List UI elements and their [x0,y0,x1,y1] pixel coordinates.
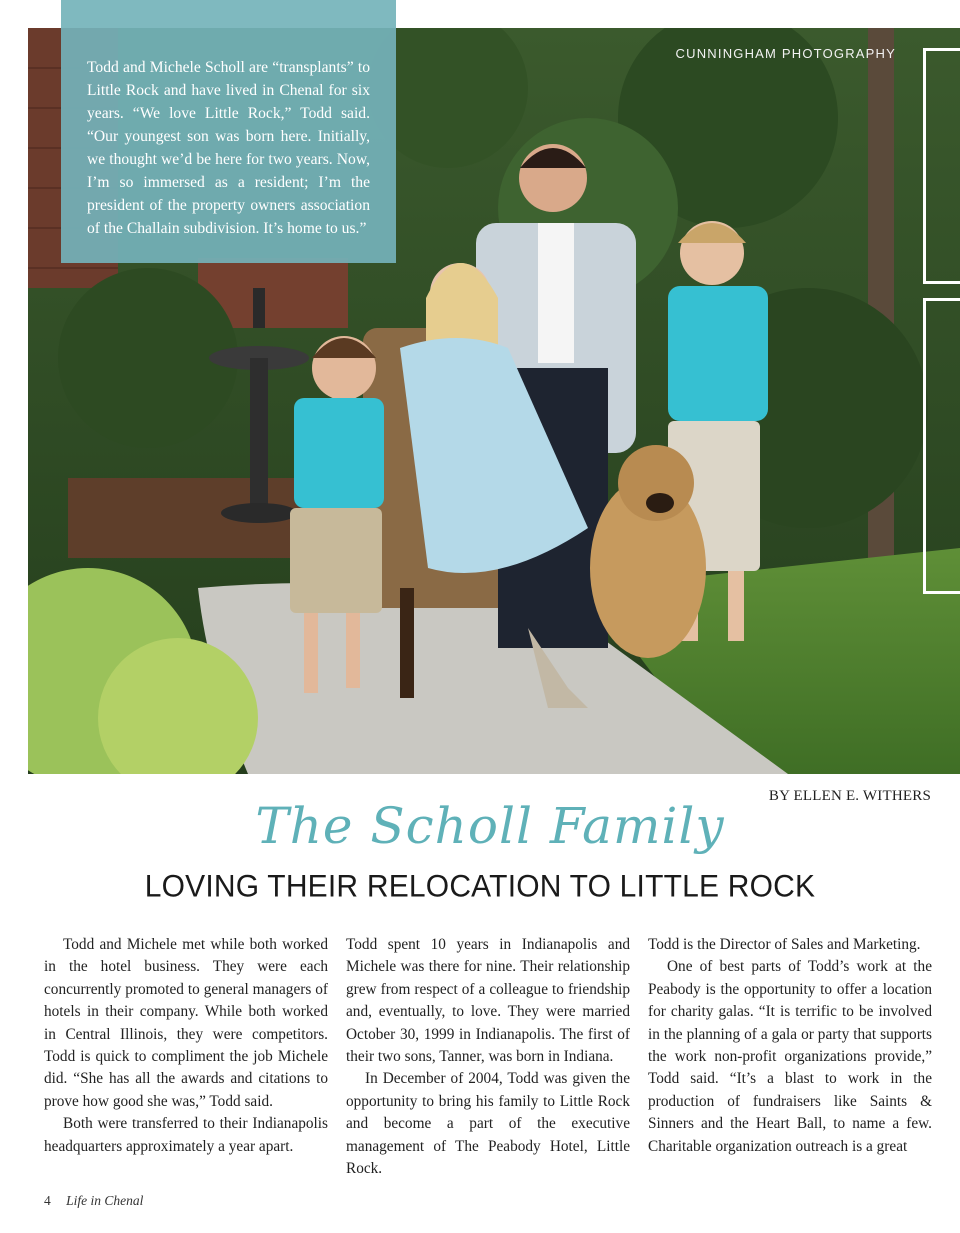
article-subtitle: LOVING THEIR RELOCATION TO LITTLE ROCK [144,869,816,904]
byline: BY ELLEN E. WITHERS [768,788,931,804]
column-3-paragraph-2: One of best parts of Todd’s work at the Peabody is the opportunity to offer a location for charity galas. “It is terrific to be involved in the planning of a gala or party that supports the work non-profit organizations provide,” Todd said. “It’s a blast to work in the production of fundraisers like Saints & Sinners and the Heart Ball, to name a few. Charitable organization outreach is a great [648,958,932,1155]
pull-quote-text: Todd and Michele Scholl are “transplants” to Little Rock and have lived in Chenal for six years. “We love Little Rock,” Todd said. “Our youngest son was born here. Initially, we thought we’d be here for two years. Now, I’m so immersed as a resident; I’m the president of the property owners association of the Challain subdivision. It’s home to us.” [87,59,370,237]
column-1-paragraph-1: Todd and Michele met while both worked in the hotel business. They were each concurrently promoted to general managers of hotels in their company. While both worked in Central Illinois, they were competitors. Todd is quick to compliment the job Michele did. “She has all the awards and citations to prove how good she was,” Todd said. [44,936,328,1110]
inset-photo-frame-lower [923,298,960,594]
article-column-2 [346,934,630,1180]
column-1-paragraph-2: Both were transferred to their Indianapolis headquarters approximately a year apart. [44,1115,328,1155]
page-number: 4 [44,1193,51,1208]
top-accent-tab [61,0,396,28]
article-title: The Scholl Family [255,797,725,855]
magazine-name: Life in Chenal [66,1193,144,1208]
photo-credit: CUNNINGHAM PHOTOGRAPHY [675,46,896,61]
column-2-paragraph-1: Todd spent 10 years in Indianapolis and Michele was there for nine. Their relationship grew from respect of a colleague to friendship and, eventually, to love. They were married October 30, 1999 in Indianapolis. The first of their two sons, Tanner, was born in Indiana. [346,936,630,1066]
inset-photo-frame-upper [923,48,960,284]
column-3-paragraph-1: Todd is the Director of Sales and Marketing. [648,936,921,953]
page-footer [44,1193,143,1209]
article-column-3 [648,934,932,1158]
pull-quote-box [61,28,396,263]
top-margin [0,0,960,28]
article-column-1 [44,934,328,1158]
column-2-paragraph-2: In December of 2004, Todd was given the opportunity to bring his family to Little Rock and become a part of the executive management of The Peabody Hotel, Little Rock. [346,1070,630,1178]
